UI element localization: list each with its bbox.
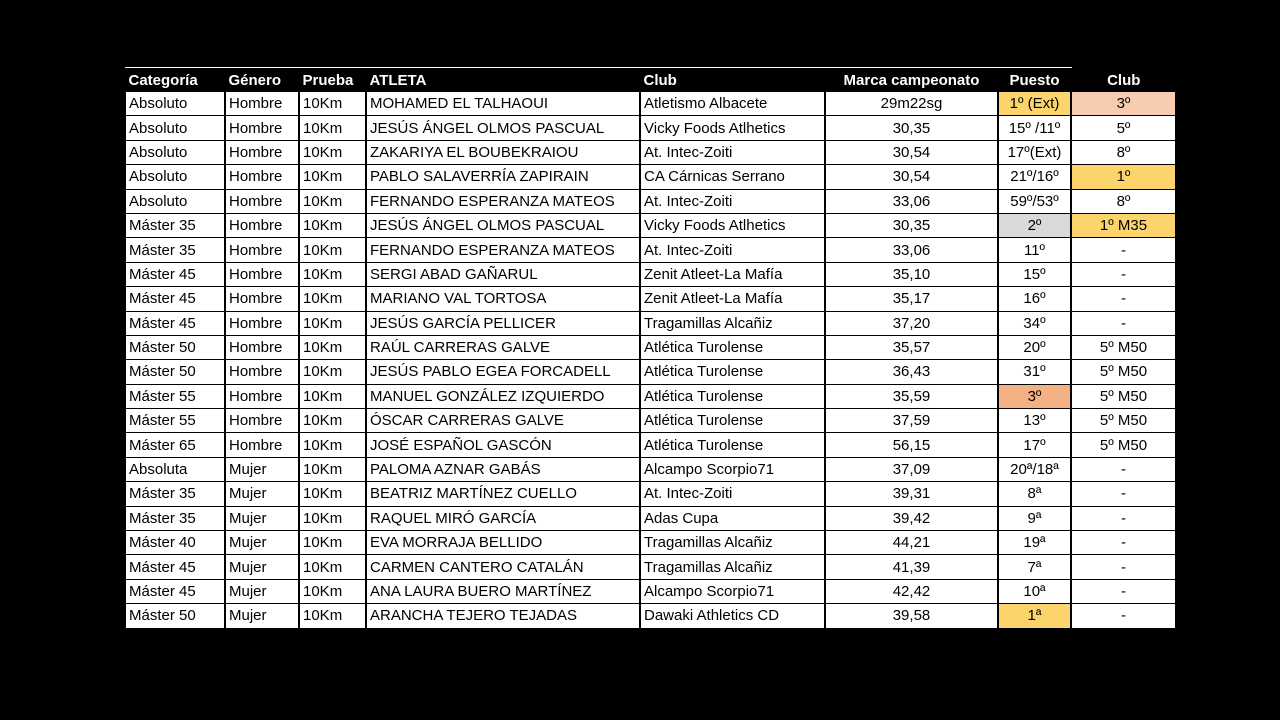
- cell-categoria: Absoluto: [125, 189, 225, 213]
- cell-club-rank: 5º M50: [1071, 433, 1176, 457]
- cell-club: Adas Cupa: [640, 506, 825, 530]
- cell-prueba: 10Km: [299, 238, 366, 262]
- cell-prueba: 10Km: [299, 482, 366, 506]
- cell-puesto: 2º: [998, 213, 1071, 237]
- cell-marca: 29m22sg: [825, 92, 998, 116]
- cell-prueba: 10Km: [299, 579, 366, 603]
- cell-puesto: 17º: [998, 433, 1071, 457]
- table-row: [125, 287, 1176, 311]
- cell-genero: Mujer: [225, 604, 299, 628]
- cell-club-rank: -: [1071, 579, 1176, 603]
- cell-club: Dawaki Athletics CD: [640, 604, 825, 628]
- table-row: [125, 555, 1176, 579]
- cell-puesto: 59º/53º: [998, 189, 1071, 213]
- cell-marca: 37,09: [825, 457, 998, 481]
- cell-genero: Hombre: [225, 262, 299, 286]
- cell-marca: 35,59: [825, 384, 998, 408]
- cell-club-rank: -: [1071, 311, 1176, 335]
- cell-puesto: 9ª: [998, 506, 1071, 530]
- cell-atleta: JESÚS ÁNGEL OLMOS PASCUAL: [366, 116, 640, 140]
- cell-prueba: 10Km: [299, 409, 366, 433]
- cell-club: At. Intec-Zoiti: [640, 140, 825, 164]
- cell-club-rank: -: [1071, 262, 1176, 286]
- cell-club-rank: 1º: [1071, 165, 1176, 189]
- cell-club: Atlética Turolense: [640, 360, 825, 384]
- cell-marca: 37,59: [825, 409, 998, 433]
- cell-categoria: Absoluto: [125, 140, 225, 164]
- cell-atleta: JESÚS GARCÍA PELLICER: [366, 311, 640, 335]
- table-row: [125, 482, 1176, 506]
- cell-categoria: Máster 45: [125, 311, 225, 335]
- cell-prueba: 10Km: [299, 384, 366, 408]
- cell-club-rank: -: [1071, 238, 1176, 262]
- cell-marca: 41,39: [825, 555, 998, 579]
- cell-categoria: Máster 35: [125, 482, 225, 506]
- cell-club: Atletismo Albacete: [640, 92, 825, 116]
- cell-puesto: 7ª: [998, 555, 1071, 579]
- cell-genero: Mujer: [225, 482, 299, 506]
- cell-club-rank: 5º: [1071, 116, 1176, 140]
- cell-atleta: BEATRIZ MARTÍNEZ CUELLO: [366, 482, 640, 506]
- cell-puesto: 10ª: [998, 579, 1071, 603]
- cell-club-rank: -: [1071, 604, 1176, 628]
- cell-atleta: JESÚS PABLO EGEA FORCADELL: [366, 360, 640, 384]
- cell-puesto: 1ª: [998, 604, 1071, 628]
- table-row: [125, 165, 1176, 189]
- cell-atleta: MANUEL GONZÁLEZ IZQUIERDO: [366, 384, 640, 408]
- table-row: [125, 433, 1176, 457]
- table-row: [125, 213, 1176, 237]
- cell-atleta: MOHAMED EL TALHAOUI: [366, 92, 640, 116]
- cell-atleta: RAQUEL MIRÓ GARCÍA: [366, 506, 640, 530]
- cell-puesto: 15º: [998, 262, 1071, 286]
- cell-prueba: 10Km: [299, 531, 366, 555]
- cell-club: Atlética Turolense: [640, 384, 825, 408]
- cell-genero: Hombre: [225, 384, 299, 408]
- cell-puesto: 20ª/18ª: [998, 457, 1071, 481]
- table-row: [125, 189, 1176, 213]
- cell-marca: 30,54: [825, 140, 998, 164]
- cell-club-rank: -: [1071, 506, 1176, 530]
- cell-genero: Hombre: [225, 238, 299, 262]
- cell-club: Atlética Turolense: [640, 335, 825, 359]
- cell-prueba: 10Km: [299, 140, 366, 164]
- cell-marca: 33,06: [825, 238, 998, 262]
- cell-marca: 35,57: [825, 335, 998, 359]
- cell-club-rank: 5º M50: [1071, 335, 1176, 359]
- cell-puesto: 1º (Ext): [998, 92, 1071, 116]
- cell-club: Zenit Atleet-La Mafía: [640, 287, 825, 311]
- cell-genero: Hombre: [225, 335, 299, 359]
- cell-categoria: Máster 65: [125, 433, 225, 457]
- table-row: [125, 311, 1176, 335]
- cell-categoria: Absoluta: [125, 457, 225, 481]
- cell-atleta: FERNANDO ESPERANZA MATEOS: [366, 189, 640, 213]
- cell-puesto: 21º/16º: [998, 165, 1071, 189]
- cell-marca: 30,35: [825, 116, 998, 140]
- header-marca: Marca campeonato: [825, 68, 998, 93]
- cell-marca: 39,42: [825, 506, 998, 530]
- cell-atleta: FERNANDO ESPERANZA MATEOS: [366, 238, 640, 262]
- cell-atleta: PALOMA AZNAR GABÁS: [366, 457, 640, 481]
- cell-prueba: 10Km: [299, 262, 366, 286]
- cell-genero: Hombre: [225, 433, 299, 457]
- cell-marca: 30,35: [825, 213, 998, 237]
- cell-prueba: 10Km: [299, 457, 366, 481]
- cell-club: Atlética Turolense: [640, 409, 825, 433]
- cell-prueba: 10Km: [299, 433, 366, 457]
- cell-club: Tragamillas Alcañiz: [640, 531, 825, 555]
- results-table: [124, 67, 1177, 629]
- header-prueba: Prueba: [299, 68, 366, 93]
- cell-puesto: 15º /11º: [998, 116, 1071, 140]
- table-row: [125, 579, 1176, 603]
- cell-club-rank: 1º M35: [1071, 213, 1176, 237]
- cell-genero: Hombre: [225, 165, 299, 189]
- cell-atleta: SERGI ABAD GAÑARUL: [366, 262, 640, 286]
- cell-club-rank: 3º: [1071, 92, 1176, 116]
- cell-genero: Hombre: [225, 409, 299, 433]
- cell-marca: 56,15: [825, 433, 998, 457]
- table-row: [125, 238, 1176, 262]
- cell-puesto: 13º: [998, 409, 1071, 433]
- cell-categoria: Máster 55: [125, 384, 225, 408]
- cell-categoria: Máster 40: [125, 531, 225, 555]
- cell-atleta: ZAKARIYA EL BOUBEKRAIOU: [366, 140, 640, 164]
- cell-atleta: MARIANO VAL TORTOSA: [366, 287, 640, 311]
- table-row: [125, 506, 1176, 530]
- cell-categoria: Máster 35: [125, 213, 225, 237]
- table-row: [125, 360, 1176, 384]
- cell-prueba: 10Km: [299, 360, 366, 384]
- cell-club-rank: 8º: [1071, 189, 1176, 213]
- cell-genero: Mujer: [225, 579, 299, 603]
- cell-categoria: Máster 50: [125, 604, 225, 628]
- cell-club-rank: -: [1071, 531, 1176, 555]
- cell-genero: Mujer: [225, 506, 299, 530]
- table-row: [125, 457, 1176, 481]
- cell-genero: Mujer: [225, 531, 299, 555]
- cell-marca: 39,31: [825, 482, 998, 506]
- cell-categoria: Máster 45: [125, 287, 225, 311]
- table-row: [125, 262, 1176, 286]
- cell-categoria: Máster 55: [125, 409, 225, 433]
- cell-marca: 37,20: [825, 311, 998, 335]
- table-row: [125, 140, 1176, 164]
- cell-club: Atlética Turolense: [640, 433, 825, 457]
- cell-prueba: 10Km: [299, 189, 366, 213]
- header-puesto: Puesto: [998, 68, 1071, 93]
- cell-prueba: 10Km: [299, 604, 366, 628]
- cell-marca: 35,10: [825, 262, 998, 286]
- cell-puesto: 17º(Ext): [998, 140, 1071, 164]
- cell-club: At. Intec-Zoiti: [640, 238, 825, 262]
- cell-puesto: 31º: [998, 360, 1071, 384]
- cell-prueba: 10Km: [299, 116, 366, 140]
- cell-puesto: 19ª: [998, 531, 1071, 555]
- results-body: [125, 92, 1176, 628]
- cell-club: Tragamillas Alcañiz: [640, 555, 825, 579]
- cell-genero: Hombre: [225, 140, 299, 164]
- cell-puesto: 3º: [998, 384, 1071, 408]
- cell-prueba: 10Km: [299, 92, 366, 116]
- cell-genero: Hombre: [225, 92, 299, 116]
- table-row: [125, 335, 1176, 359]
- cell-club: Alcampo Scorpio71: [640, 457, 825, 481]
- cell-prueba: 10Km: [299, 311, 366, 335]
- cell-atleta: CARMEN CANTERO CATALÁN: [366, 555, 640, 579]
- cell-genero: Hombre: [225, 287, 299, 311]
- cell-atleta: PABLO SALAVERRÍA ZAPIRAIN: [366, 165, 640, 189]
- cell-marca: 35,17: [825, 287, 998, 311]
- cell-genero: Hombre: [225, 311, 299, 335]
- cell-marca: 42,42: [825, 579, 998, 603]
- cell-atleta: ÓSCAR CARRERAS GALVE: [366, 409, 640, 433]
- cell-genero: Hombre: [225, 360, 299, 384]
- cell-club-rank: -: [1071, 287, 1176, 311]
- table-row: [125, 92, 1176, 116]
- cell-prueba: 10Km: [299, 555, 366, 579]
- cell-categoria: Máster 45: [125, 555, 225, 579]
- cell-atleta: ARANCHA TEJERO TEJADAS: [366, 604, 640, 628]
- cell-marca: 36,43: [825, 360, 998, 384]
- cell-categoria: Máster 50: [125, 360, 225, 384]
- cell-club: Tragamillas Alcañiz: [640, 311, 825, 335]
- cell-club-rank: -: [1071, 482, 1176, 506]
- header-club-rank: Club: [1071, 68, 1176, 93]
- cell-categoria: Absoluto: [125, 116, 225, 140]
- cell-categoria: Máster 45: [125, 262, 225, 286]
- cell-club: Alcampo Scorpio71: [640, 579, 825, 603]
- header-row: [125, 68, 1176, 93]
- cell-club: CA Cárnicas Serrano: [640, 165, 825, 189]
- cell-genero: Mujer: [225, 457, 299, 481]
- cell-club: Vicky Foods Atlhetics: [640, 213, 825, 237]
- cell-categoria: Máster 50: [125, 335, 225, 359]
- cell-marca: 44,21: [825, 531, 998, 555]
- cell-prueba: 10Km: [299, 506, 366, 530]
- cell-categoria: Absoluto: [125, 92, 225, 116]
- cell-atleta: ANA LAURA BUERO MARTÍNEZ: [366, 579, 640, 603]
- cell-puesto: 16º: [998, 287, 1071, 311]
- header-atleta: ATLETA: [366, 68, 640, 93]
- cell-genero: Mujer: [225, 555, 299, 579]
- cell-club-rank: 5º M50: [1071, 409, 1176, 433]
- cell-club-rank: 8º: [1071, 140, 1176, 164]
- cell-prueba: 10Km: [299, 335, 366, 359]
- cell-prueba: 10Km: [299, 165, 366, 189]
- cell-marca: 33,06: [825, 189, 998, 213]
- cell-atleta: JESÚS ÁNGEL OLMOS PASCUAL: [366, 213, 640, 237]
- cell-atleta: JOSÉ ESPAÑOL GASCÓN: [366, 433, 640, 457]
- table-row: [125, 531, 1176, 555]
- cell-puesto: 8ª: [998, 482, 1071, 506]
- cell-categoria: Máster 45: [125, 579, 225, 603]
- table-row: [125, 604, 1176, 628]
- cell-genero: Hombre: [225, 189, 299, 213]
- cell-puesto: 11º: [998, 238, 1071, 262]
- table-row: [125, 384, 1176, 408]
- cell-categoria: Máster 35: [125, 506, 225, 530]
- header-genero: Género: [225, 68, 299, 93]
- cell-categoria: Absoluto: [125, 165, 225, 189]
- cell-atleta: RAÚL CARRERAS GALVE: [366, 335, 640, 359]
- table-row: [125, 116, 1176, 140]
- cell-club: Zenit Atleet-La Mafía: [640, 262, 825, 286]
- cell-club-rank: 5º M50: [1071, 384, 1176, 408]
- cell-categoria: Máster 35: [125, 238, 225, 262]
- header-categoria: Categoría: [125, 68, 225, 93]
- cell-genero: Hombre: [225, 116, 299, 140]
- cell-club: At. Intec-Zoiti: [640, 189, 825, 213]
- cell-club: Vicky Foods Atlhetics: [640, 116, 825, 140]
- cell-puesto: 20º: [998, 335, 1071, 359]
- cell-atleta: EVA MORRAJA BELLIDO: [366, 531, 640, 555]
- table-row: [125, 409, 1176, 433]
- cell-prueba: 10Km: [299, 213, 366, 237]
- cell-marca: 30,54: [825, 165, 998, 189]
- cell-club-rank: -: [1071, 457, 1176, 481]
- cell-prueba: 10Km: [299, 287, 366, 311]
- cell-genero: Hombre: [225, 213, 299, 237]
- header-club: Club: [640, 68, 825, 93]
- cell-club: At. Intec-Zoiti: [640, 482, 825, 506]
- cell-club-rank: 5º M50: [1071, 360, 1176, 384]
- cell-marca: 39,58: [825, 604, 998, 628]
- cell-puesto: 34º: [998, 311, 1071, 335]
- cell-club-rank: -: [1071, 555, 1176, 579]
